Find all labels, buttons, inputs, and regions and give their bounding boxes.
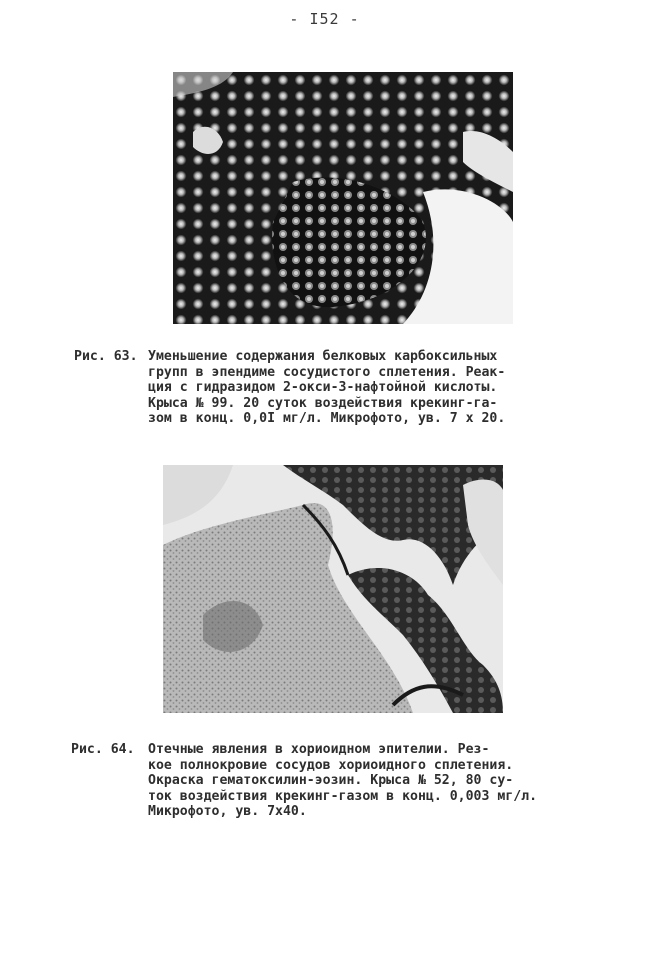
caption-line: Окраска гематоксилин-эозин. Крыса № 52, 80 су- [148, 773, 514, 788]
figure-label: Рис. 64. [71, 742, 135, 757]
caption-line: кое полнокровие сосудов хориоидного сплетения. [148, 757, 514, 773]
caption-line: ток воздействия крекинг-газом в конц. 0,003 мг/л. [148, 788, 538, 804]
caption-line: Уменьшение содержания белковых карбоксильных [148, 349, 498, 364]
caption-line: Микрофото, ув. 7х40. [148, 804, 307, 819]
micrograph-figure-64 [163, 465, 503, 713]
caption-line: групп в эпендиме сосудистого сплетения. Реак- [148, 364, 506, 380]
page-number: - I52 - [289, 10, 360, 28]
caption-line: Отечные явления в хориоидном эпителии. Рез- [148, 742, 490, 757]
caption-line: зом в конц. 0,0I мг/л. Микрофото, ув. 7 х 20. [148, 411, 506, 426]
micrograph-figure-63 [173, 72, 513, 324]
caption-line: Крыса № 99. 20 суток воздействия крекинг-га- [148, 395, 498, 411]
caption-line: ция с гидразидом 2-окси-3-нафтойной кислоты. [148, 380, 498, 395]
figure-label: Рис. 63. [74, 349, 138, 364]
